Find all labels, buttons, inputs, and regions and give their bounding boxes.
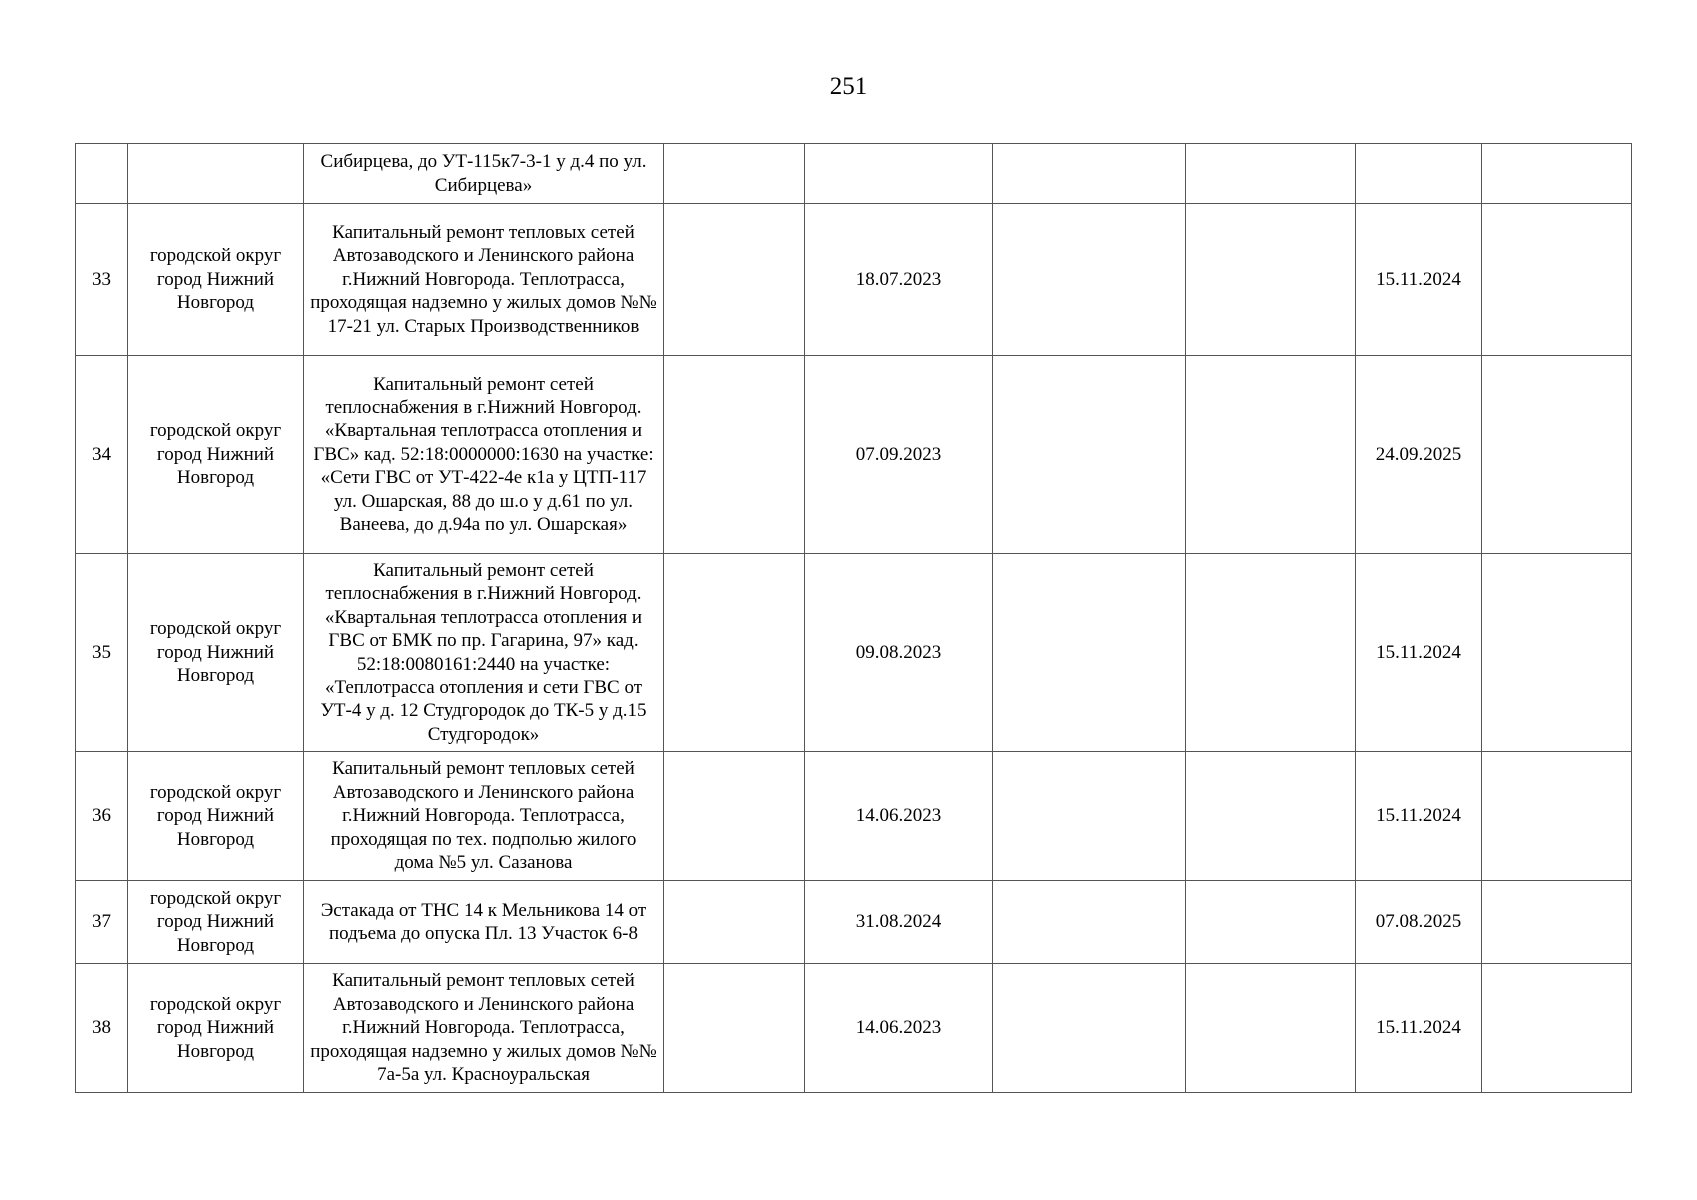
empty-cell (1186, 204, 1356, 356)
empty-cell (1186, 964, 1356, 1093)
empty-cell (1186, 554, 1356, 752)
row-number-cell: 35 (76, 554, 128, 752)
start-date-cell: 07.09.2023 (805, 356, 993, 554)
end-date-cell: 07.08.2025 (1356, 881, 1482, 964)
empty-cell (1186, 881, 1356, 964)
end-date-cell: 15.11.2024 (1356, 964, 1482, 1093)
empty-cell (1186, 144, 1356, 204)
empty-cell (1186, 752, 1356, 881)
start-date-cell (805, 144, 993, 204)
row-number-cell: 37 (76, 881, 128, 964)
empty-cell (1482, 144, 1632, 204)
works-table (75, 143, 1632, 1093)
empty-cell (664, 881, 805, 964)
end-date-cell: 24.09.2025 (1356, 356, 1482, 554)
row-number-cell (76, 144, 128, 204)
table-row (76, 554, 1632, 752)
empty-cell (1482, 204, 1632, 356)
municipality-cell (128, 144, 304, 204)
object-title-cell: Капитальный ремонт тепловых сетей Автозаводского и Ленинского района г.Нижний Новгорода. Теплотрасса, проходящая по тех. подполью жилого дома №5 ул. Сазанова (304, 752, 664, 881)
start-date-cell: 31.08.2024 (805, 881, 993, 964)
end-date-cell: 15.11.2024 (1356, 752, 1482, 881)
object-title-cell: Капитальный ремонт тепловых сетей Автозаводского и Ленинского района г.Нижний Новгорода. Теплотрасса, проходящая надземно у жилых домов №№ 7а-5а ул. Красноуральская (304, 964, 664, 1093)
empty-cell (993, 204, 1186, 356)
object-title-cell: Эстакада от ТНС 14 к Мельникова 14 от подъема до опуска Пл. 13 Участок 6-8 (304, 881, 664, 964)
row-number-cell: 34 (76, 356, 128, 554)
empty-cell (1482, 964, 1632, 1093)
object-title-cell: Сибирцева, до УТ-115к7-3-1 у д.4 по ул. Сибирцева» (304, 144, 664, 204)
empty-cell (664, 554, 805, 752)
object-title-cell: Капитальный ремонт сетей теплоснабжения в г.Нижний Новгород. «Квартальная теплотрасса отопления и ГВС» кад. 52:18:0000000:1630 на участке: «Сети ГВС от УТ-422-4е к1а у ЦТП-117 ул. Ошарская, 88 до ш.о у д.61 по ул. Ванеева, до д.94а по ул. Ошарская» (304, 356, 664, 554)
empty-cell (1482, 554, 1632, 752)
end-date-cell: 15.11.2024 (1356, 204, 1482, 356)
empty-cell (993, 356, 1186, 554)
end-date-cell: 15.11.2024 (1356, 554, 1482, 752)
row-number-cell: 33 (76, 204, 128, 356)
empty-cell (1186, 356, 1356, 554)
row-number-cell: 38 (76, 964, 128, 1093)
empty-cell (664, 204, 805, 356)
empty-cell (993, 964, 1186, 1093)
start-date-cell: 14.06.2023 (805, 964, 993, 1093)
start-date-cell: 09.08.2023 (805, 554, 993, 752)
empty-cell (993, 554, 1186, 752)
empty-cell (1482, 356, 1632, 554)
table-row (76, 964, 1632, 1093)
object-title-cell: Капитальный ремонт тепловых сетей Автозаводского и Ленинского района г.Нижний Новгорода. Теплотрасса, проходящая надземно у жилых домов №№ 17-21 ул. Старых Производственников (304, 204, 664, 356)
empty-cell (993, 881, 1186, 964)
municipality-cell: городской округ город Нижний Новгород (128, 752, 304, 881)
empty-cell (664, 964, 805, 1093)
empty-cell (664, 144, 805, 204)
page-number: 251 (829, 73, 868, 100)
row-number-cell: 36 (76, 752, 128, 881)
table-row (76, 356, 1632, 554)
empty-cell (664, 356, 805, 554)
object-title-cell: Капитальный ремонт сетей теплоснабжения в г.Нижний Новгород. «Квартальная теплотрасса отопления и ГВС от БМК по пр. Гагарина, 97» кад. 52:18:0080161:2440 на участке: «Теплотрасса отопления и сети ГВС от УТ-4 у д. 12 Студгородок до ТК-5 у д.15 Студгородок» (304, 554, 664, 752)
table-row (76, 144, 1632, 204)
municipality-cell: городской округ город Нижний Новгород (128, 356, 304, 554)
empty-cell (993, 144, 1186, 204)
empty-cell (1482, 752, 1632, 881)
empty-cell (664, 752, 805, 881)
end-date-cell (1356, 144, 1482, 204)
empty-cell (993, 752, 1186, 881)
start-date-cell: 18.07.2023 (805, 204, 993, 356)
municipality-cell: городской округ город Нижний Новгород (128, 554, 304, 752)
municipality-cell: городской округ город Нижний Новгород (128, 881, 304, 964)
table-row (76, 752, 1632, 881)
start-date-cell: 14.06.2023 (805, 752, 993, 881)
empty-cell (1482, 881, 1632, 964)
table-row (76, 204, 1632, 356)
table-row (76, 881, 1632, 964)
municipality-cell: городской округ город Нижний Новгород (128, 204, 304, 356)
municipality-cell: городской округ город Нижний Новгород (128, 964, 304, 1093)
